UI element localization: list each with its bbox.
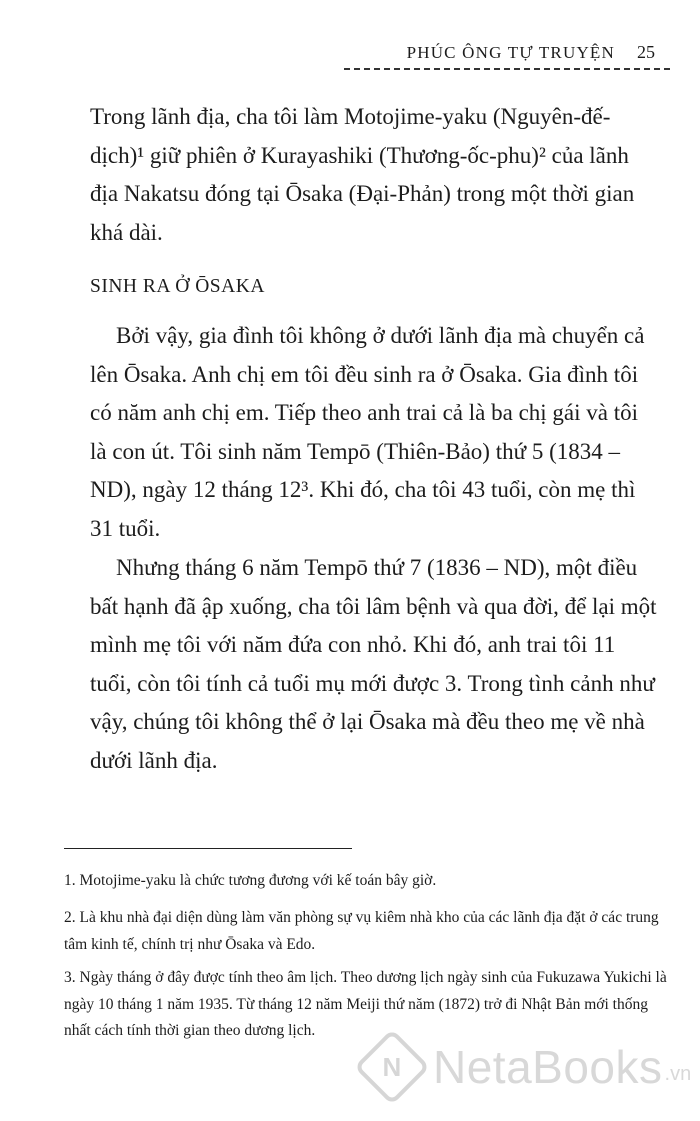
footnote-3: 3. Ngày tháng ở đây được tính theo âm lịch. Theo dương lịch ngày sinh của Fukuzawa Yukichi là ngày 10 tháng 1 năm 1935. Từ tháng 12 năm Meiji thứ năm (1872) trở đi Nhật Bản mới thống nhất cách tính thời gian theo dương lịch. [64, 969, 667, 1039]
body-paragraph-1: Trong lãnh địa, cha tôi làm Motojime-yaku (Nguyên-đế-dịch)¹ giữ phiên ở Kurayashiki (Thương-ốc-phu)² của lãnh địa Nakatsu đóng tại Ōsaka (Đại-Phản) trong một thời gian khá dài. [90, 104, 635, 245]
watermark-text: NetaBooks [433, 1041, 663, 1093]
body-paragraph-2: Bởi vậy, gia đình tôi không ở dưới lãnh địa mà chuyển cả lên Ōsaka. Anh chị em tôi đều sinh ra ở Ōsaka. Gia đình tôi có năm anh chị em. Tiếp theo anh trai cả là ba chị gái và tôi là con út. Tôi sinh năm Tempō (Thiên-Bảo) thứ 5 (1834 – ND), ngày 12 tháng 12³. Khi đó, cha tôi 43 tuổi, còn mẹ thì 31 tuổi. [90, 323, 645, 541]
page-number: 25 [637, 42, 655, 62]
watermark-suffix: .vn [664, 1063, 692, 1085]
netabooks-watermark [365, 1040, 691, 1094]
running-header [330, 42, 655, 63]
logo-letter: N [382, 1051, 402, 1082]
header-dashed-rule [344, 68, 670, 70]
footnote-separator [64, 848, 352, 849]
running-title: PHÚC ÔNG TỰ TRUYỆN [406, 43, 615, 62]
netabooks-logo-icon [354, 1029, 430, 1105]
footnote-1: 1. Motojime-yaku là chức tương đương với kế toán bây giờ. [64, 872, 437, 889]
footnote-2: 2. Là khu nhà đại diện dùng làm văn phòng sự vụ kiêm nhà kho của các lãnh địa đặt ở các trung tâm kinh tế, chính trị như Ōsaka và Edo. [64, 909, 659, 953]
body-paragraph-3: Nhưng tháng 6 năm Tempō thứ 7 (1836 – ND), một điều bất hạnh đã ập xuống, cha tôi lâm bệnh và qua đời, để lại một mình mẹ tôi với năm đứa con nhỏ. Khi đó, anh trai tôi 11 tuổi, còn tôi tính cả tuổi mụ mới được 3. Trong tình cảnh như vậy, chúng tôi không thể ở lại Ōsaka mà đều theo mẹ về nhà dưới lãnh địa. [90, 555, 657, 773]
section-heading: SINH RA Ở ŌSAKA [90, 276, 265, 297]
